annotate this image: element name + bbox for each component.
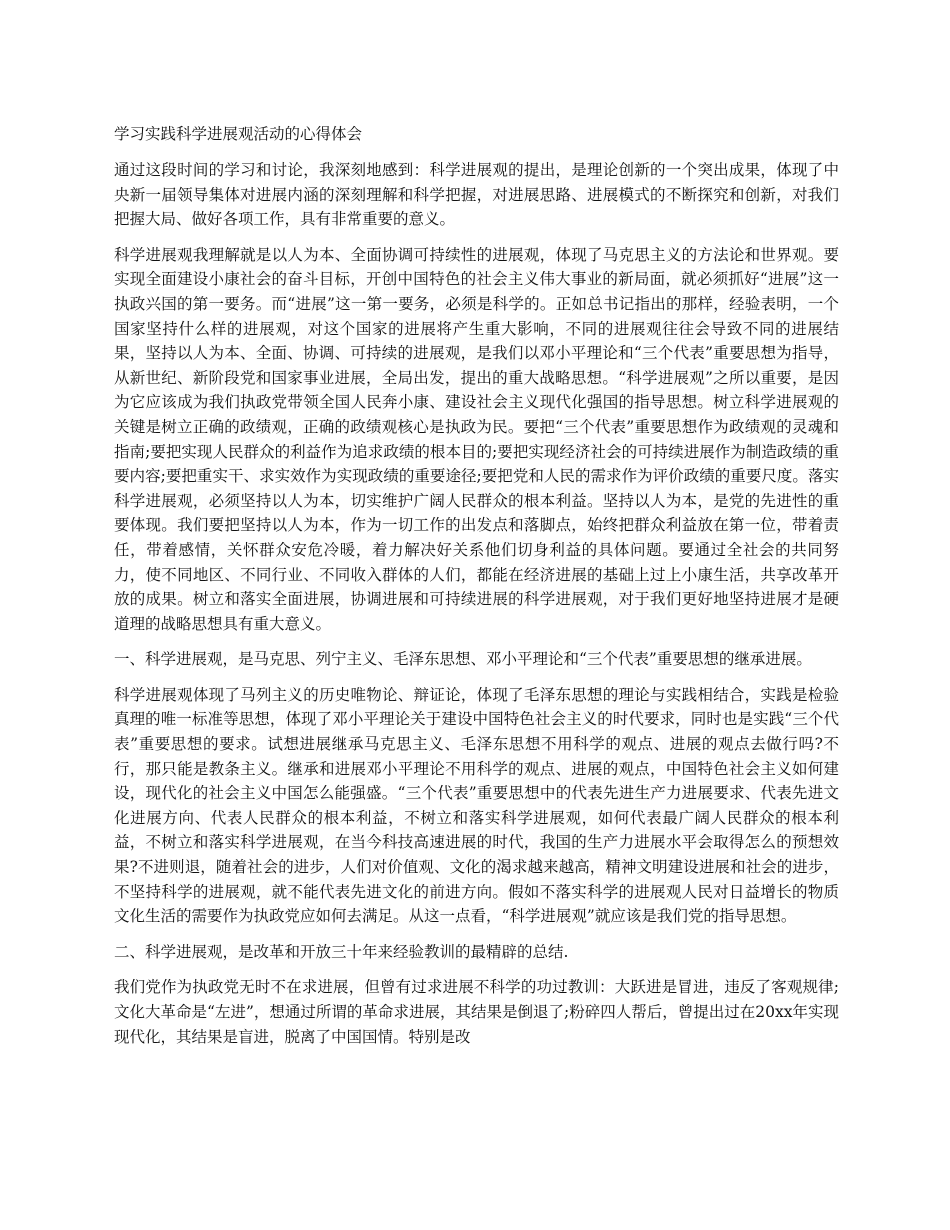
paragraph-section-2-body: 我们党作为执政党无时不在求进展，但曾有过求进展不科学的功过教训：大跃进是冒进，违反了客观规律;文化大革命是“左进”，想通过所谓的革命求进展，其结果是倒退了;粉碎四人帮后，曾提出过在20xx年实现现代化，其结果是盲进，脱离了中国国情。特别是改 bbox=[114, 978, 839, 1046]
document-page bbox=[114, 122, 839, 1060]
section-heading-2: 二、科学进展观，是改革和开放三十年来经验教训的最精辟的总结. bbox=[114, 942, 569, 961]
document-title: 学习实践科学进展观活动的心得体会 bbox=[114, 125, 363, 143]
paragraph-intro: 通过这段时间的学习和讨论，我深刻地感到：科学进展观的提出，是理论创新的一个突出成果，体现了中央新一届领导集体对进展内涵的深刻理解和科学把握，对进展思路、进展模式的不断探究和创新，对我们把握大局、做好各项工作，具有非常重要的意义。 bbox=[114, 161, 839, 229]
paragraph-section-1-body: 科学进展观体现了马列主义的历史唯物论、辩证论，体现了毛泽东思想的理论与实践相结合，实践是检验真理的唯一标准等思想，体现了邓小平理论关于建设中国特色社会主义的时代要求，同时也是实践“三个代表”重要思想的要求。试想进展继承马克思主义、毛泽东思想不用科学的观点、进展的观点去做行吗?不行，那只能是教条主义。继承和进展邓小平理论不用科学的观点、进展的观点，中国特色社会主义如何建设，现代化的社会主义中国怎么能强盛。“三个代表”重要思想中的代表先进生产力进展要求、代表先进文化进展方向、代表人民群众的根本利益，不树立和落实科学进展观，如何代表最广阔人民群众的根本利益，不树立和落实科学进展观，在当今科技高速进展的时代，我国的生产力进展水平会取得怎么的预想效果?不进则退，随着社会的进步，人们对价值观、文化的渴求越来越高，精神文明建设进展和社会的进步，不坚持科学的进展观，就不能代表先进文化的前进方向。假如不落实科学的进展观人民对日益增长的物质文化生活的需要作为执政党应如何去满足。从这一点看，“科学进展观”就应该是我们党的指导思想。 bbox=[114, 685, 839, 926]
section-heading-1: 一、科学进展观，是马克思、列宁主义、毛泽东思想、邓小平理论和“三个代表”重要思想的继承进展。 bbox=[114, 650, 812, 669]
paragraph-understanding: 科学进展观我理解就是以人为本、全面协调可持续性的进展观，体现了马克思主义的方法论和世界观。要实现全面建设小康社会的奋斗目标，开创中国特色的社会主义伟大事业的新局面，就必须抓好“进展”这一执政兴国的第一要务。而“进展”这一第一要务，必须是科学的。正如总书记指出的那样，经验表明，一个国家坚持什么样的进展观，对这个国家的进展将产生重大影响，不同的进展观往往会导致不同的进展结果，坚持以人为本、全面、协调、可持续的进展观，是我们以邓小平理论和“三个代表”重要思想为指导，从新世纪、新阶段党和国家事业进展，全局出发，提出的重大战略思想。“科学进展观”之所以重要，是因为它应该成为我们执政党带领全国人民奔小康、建设社会主义现代化强国的指导思想。树立科学进展观的关键是树立正确的政绩观，正确的政绩观核心是执政为民。要把“三个代表”重要思想作为政绩观的灵魂和指南;要把实现人民群众的利益作为追求政绩的根本目的;要把实现经济社会的可持续进展作为制造政绩的重要内容;要把重实干、求实效作为实现政绩的重要途径;要把党和人民的需求作为评价政绩的重要尺度。落实科学进展观，必须坚持以人为本，切实维护广阔人民群众的根本利益。坚持以人为本，是党的先进性的重要体现。我们要把坚持以人为本，作为一切工作的出发点和落脚点，始终把群众利益放在第一位，带着责任，带着感情，关怀群众安危冷暖，着力解决好关系他们切身利益的具体问题。要通过全社会的共同努力，使不同地区、不同行业、不同收入群体的人们，都能在经济进展的基础上过上小康生活，共享改革开放的成果。树立和落实全面进展，协调进展和可持续进展的科学进展观，对于我们更好地坚持进展才是硬道理的战略思想具有重大意义。 bbox=[114, 245, 839, 633]
